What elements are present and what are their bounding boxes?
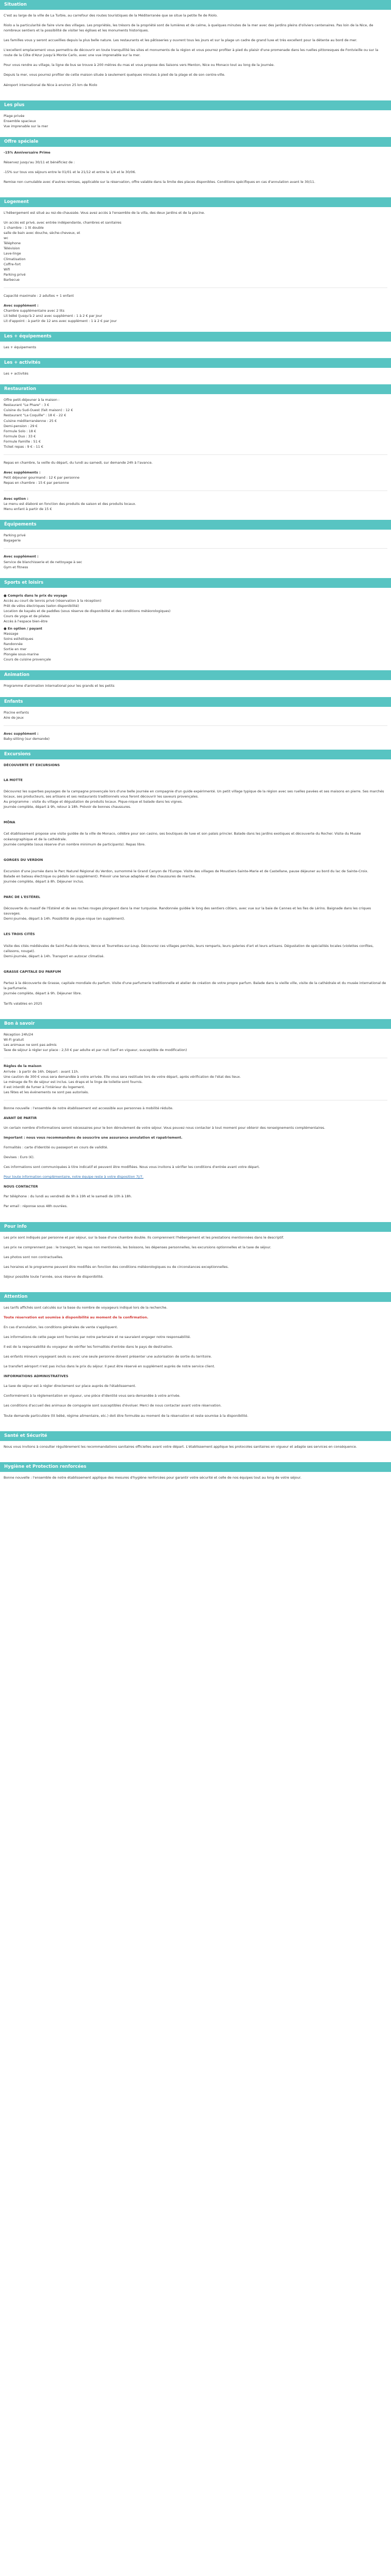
- list-item: Les + activités: [4, 371, 28, 376]
- paragraph: Riolo a la particularité de faire vivre des villages. Les propriétés, les trésors de la propriété sont de lumières et de calme, à quelques minutes de la mer avec des jardins pleins d'oliviers centenaires. Pas loin de la Nice, de nombreux sentiers et la possibilité de visiter les églises et les monuments historiques.: [4, 23, 373, 33]
- paragraph: L'hébergement est situé au rez-de-chaussée. Vous avez accès à l'ensemble de la villa, des deux jardins et de la piscine.: [4, 211, 205, 215]
- list-item: Restaurant "La Coquille" : 18 € - 22 €: [4, 413, 67, 418]
- section-offre: [0, 137, 391, 197]
- list-item: Wifi: [4, 267, 10, 272]
- excursion-item: [4, 852, 387, 884]
- excursion-title: PARC DE L'ESTÉREL: [4, 895, 41, 900]
- offer-line: Remise non cumulable avec d'autres remises, applicable sur la réservation, offre valable dans la limite des places disponibles. Conditions spécifiques en cas d'annulation avant le 30/11.: [4, 179, 316, 184]
- excursion-title: LES TROIS CITÉS: [4, 932, 35, 937]
- paragraph: La taxe de séjour est à régler directement sur place auprès de l'établissement.: [4, 1384, 136, 1388]
- section-sports: [0, 578, 391, 671]
- paragraph: Les prix sont indiqués par personne et par séjour, sur la base d'une chambre double. Ils comprennent l'hébergement et les prestations mentionnées dans le descriptif.: [4, 1235, 284, 1240]
- excursion-desc: Découvrez les superbes paysages de la campagne provençale lors d'une belle journée en compagnie d'un guide expérimenté. Un petit village typique de la région avec ses ruelles pavées et ses maisons en pierre. Ses marchés locaux, ses producteurs, ses artisans et ses restaurants traditionnels vous feront découvrir les saveurs provençales. Au programme : visite du village et dégustation de produits locaux. Pique-nique et balade dans les vignes. Journée complète, départ à 9h, retour à 18h. Prévoir de bonnes chaussures.: [4, 789, 384, 809]
- list-item: Demi-pension : 29 €: [4, 423, 38, 428]
- paragraph: Séjour possible toute l'année, sous réserve de disponibilité.: [4, 1274, 104, 1279]
- subheading: ● Compris dans le prix du voyage: [4, 593, 68, 598]
- offer-line: Réservez jusqu'au 30/11 et bénéficiez de :: [4, 160, 75, 164]
- list-item: Télévision: [4, 246, 20, 251]
- list-item: Les fêtes et les événements ne sont pas autorisés.: [4, 1090, 89, 1094]
- paragraph: Les informations de cette page sont fournies par notre partenaire et ne sauraient engager notre responsabilité.: [4, 1335, 191, 1339]
- excursion-desc: Excursion d'une journée dans le Parc Naturel Régional du Verdon, surnommé le Grand Canyon de l'Europe. Visite des villages de Moustiers-Sainte-Marie et de Castellane, pause déjeuner au bord du lac de Sainte-Croix. Balade en bateau électrique ou pédalo (en supplément). Prévoir une tenue adaptée et des chaussures de marche. Journée complète, départ à 8h. Déjeuner inclus.: [4, 869, 368, 884]
- section-activites-plus: [0, 358, 391, 384]
- subheading: Avec supplément :: [4, 303, 39, 308]
- subheading: Avec suppléments :: [4, 470, 41, 474]
- list-item: Lit bébé (jusqu'à 2 ans) avec supplément : 1 à 2 € par jour: [4, 314, 103, 318]
- paragraph: Depuis la mer, vous pourrez profiter de cette maison située à seulement quelques minutes à pied de la plage et de son centre-ville.: [4, 73, 225, 77]
- list-item: Offre petit-déjeuner à la maison :: [4, 398, 60, 402]
- list-item: Un accès est privé, avec entrée indépendante, chambres et sanitaires: [4, 221, 122, 225]
- list-item: Chambre supplémentaire avec 2 lits: [4, 308, 64, 313]
- list-item: Ticket repas : 9 € - 11 €: [4, 444, 43, 449]
- section-title-bon-a-savoir: Bon à savoir: [0, 1019, 391, 1029]
- list-item: 1 chambre : 1 lit double: [4, 226, 44, 230]
- excursion-desc: Partez à la découverte de Grasse, capitale mondiale du parfum. Visite d'une parfumerie traditionnelle et atelier de création de votre propre parfum. Balade dans la vieille ville, visite de la cathédrale et du musée international de la parfumerie. Journée complète, départ à 9h. Déjeuner libre.: [4, 980, 386, 996]
- section-pour-info: [0, 1222, 391, 1292]
- divider: [4, 287, 387, 288]
- paragraph: Les conditions d'accueil des animaux de compagnie sont susceptibles d'évoluer. Merci de nous contacter avant votre réservation.: [4, 1403, 222, 1408]
- section-plus: [0, 100, 391, 137]
- list-item: salle de bain avec douche, sèche-cheveux, et: [4, 231, 80, 235]
- section-animation: [0, 670, 391, 697]
- excursion-item: [4, 926, 387, 958]
- list-item: Accès à l'espace bien-être: [4, 619, 48, 623]
- list-item: Cours de yoga et de pilates: [4, 614, 50, 618]
- section-title-logement: Logement: [0, 197, 391, 207]
- section-title-sports: Sports et loisirs: [0, 578, 391, 588]
- list-item: wc: [4, 236, 8, 241]
- section-title-attention: Attention: [0, 1292, 391, 1302]
- excursions-lead: DÉCOUVERTE ET EXCURSIONS: [4, 762, 60, 767]
- list-item: Cours de cuisine provençale: [4, 657, 51, 662]
- excursion-desc: Cet établissement propose une visite guidée de la ville de Monaco, célèbre pour son casino, ses boutiques de luxe et son palais princier. Balade dans les jardins exotiques et découverte du Rocher. Visite du Musée océanographique et de la cathédrale. Journée complète (sous réserve d'un nombre minimum de participants). Repas libre.: [4, 832, 361, 846]
- capacity: Capacité maximale : 2 adultes + 1 enfant: [4, 293, 74, 298]
- contact-link[interactable]: Pour toute information complémentaire, notre équipe reste à votre disposition 7j/7.: [4, 1175, 144, 1179]
- section-sante: [0, 1431, 391, 1462]
- section-logement: [0, 197, 391, 332]
- section-title-enfants: Enfants: [0, 697, 391, 707]
- paragraph: L'excellent emplacement vous permettra de découvrir en toute tranquillité les sites et monuments de la région et vous pourrez profiter à pied du plaisir d'une promenade dans les ruelles pittoresques de Fontvieille ou sur la route de la Côte d'Azur jusqu'à Monte Carlo, avec une vue imprenable sur la mer.: [4, 48, 379, 58]
- section-bon-a-savoir: [0, 1019, 391, 1222]
- list-item: Le ménage de fin de séjour est inclus. Les draps et le linge de toilette sont fournis.: [4, 1079, 143, 1084]
- list-item: Téléphone: [4, 241, 21, 246]
- paragraph: Les tarifs affichés sont calculés sur la base du nombre de voyageurs indiqué lors de la recherche.: [4, 1305, 168, 1310]
- section-title-pour-info: Pour info: [0, 1222, 391, 1232]
- section-title-restauration: Restauration: [0, 384, 391, 394]
- list-item: Gym et fitness: [4, 565, 28, 569]
- subheading: NOUS CONTACTER: [4, 1184, 38, 1189]
- list-item: Location de kayaks et de paddles (sous réserve de disponibilité et des conditions météorologiques): [4, 608, 171, 613]
- paragraph: C'est au large de la ville de La Turbie, au carrefour des routes touristiques de la Méditerranée que se situe la petite île de Riolo.: [4, 13, 218, 18]
- paragraph: Par email : réponse sous 48h ouvrées.: [4, 1204, 68, 1209]
- list-item: Massage: [4, 632, 19, 636]
- paragraph: Ces informations sont communiquées à titre indicatif et peuvent être modifiées. Nous vous invitons à vérifier les conditions d'entrée avant votre départ.: [4, 1165, 260, 1170]
- list-item: Arrivée : à partir de 16h. Départ : avant 11h.: [4, 1069, 79, 1074]
- offer-line: -15% sur tous vos séjours entre le 01/01 et le 21/12 et entre le 1/4 et le 30/06.: [4, 170, 136, 174]
- list-item: Ensemble spacieux: [4, 118, 36, 123]
- section-attention: [0, 1292, 391, 1431]
- section-excursions: [0, 750, 391, 1019]
- list-item: Climatisation: [4, 257, 26, 261]
- alert-text: Toute réservation est soumise à disponibilité au moment de la confirmation.: [4, 1315, 149, 1319]
- paragraph: Les photos sont non contractuelles.: [4, 1255, 63, 1259]
- divider: [4, 548, 387, 549]
- list-item: Lit d'appoint : à partir de 12 ans avec supplément : 1 à 2 € par jour: [4, 319, 117, 324]
- list-item: Formule Famille : 51 €: [4, 439, 41, 444]
- list-item: Cuisine du Sud-Ouest (fait maison) : 12 €: [4, 408, 73, 413]
- excursion-item: [4, 815, 387, 846]
- section-title-equip-plus: Les + équipements: [0, 332, 391, 342]
- list-item: Lave-linge: [4, 251, 21, 256]
- paragraph: Les horaires et le programme peuvent être modifiés en fonction des conditions météorologiques ou de circonstances exceptionnelles.: [4, 1264, 229, 1269]
- list-item: Plage privée: [4, 113, 25, 118]
- subheading-text: En option / payant: [7, 626, 42, 631]
- paragraph: Pour vous rendre au village, la ligne de bus se trouve à 200 mètres du mas et vous propose des liaisons vers Menton, Nice ou Monaco tout au long de la journée.: [4, 63, 275, 67]
- section-title-sante: Santé et Sécurité: [0, 1431, 391, 1441]
- section-title-offre: Offre spéciale: [0, 137, 391, 147]
- note: Repas en chambre, la veille du départ, du lundi au samedi, sur demande 24h à l'avance.: [4, 460, 153, 465]
- list-item: Soins esthétiques: [4, 637, 34, 641]
- section-enfants: [0, 697, 391, 750]
- subheading: INFORMATIONS ADMINISTRATIVES: [4, 1374, 69, 1379]
- paragraph: En cas d'annulation, les conditions générales de vente s'appliquent.: [4, 1325, 118, 1329]
- paragraph: Formalités : carte d'identité ou passeport en cours de validité.: [4, 1145, 108, 1150]
- paragraph: Conformément à la réglementation en vigueur, une pièce d'identité vous sera demandée à votre arrivée.: [4, 1394, 181, 1398]
- list-item: Formule Duo : 33 €: [4, 434, 36, 438]
- excursion-title: GRASSE CAPITALE DU PARFUM: [4, 969, 61, 974]
- subheading-text: Compris dans le prix du voyage: [7, 593, 68, 598]
- excursion-item: [4, 772, 387, 809]
- list-item: Service de blanchisserie et de nettoyage à sec: [4, 560, 83, 564]
- divider: [4, 725, 387, 726]
- list-item: Coffre-fort: [4, 262, 21, 266]
- subheading: Avec supplément :: [4, 554, 39, 559]
- excursion-desc: Découverte du massif de l'Estérel et de ses roches rouges plongeant dans la mer turquoise. Randonnée guidée le long des sentiers côtiers, avec vue sur la baie de Cannes et les îles de Lérins. Baignade dans les criques sauvages. Demi-journée, départ à 14h. Possibilité de pique-nique (en supplément).: [4, 906, 371, 921]
- list-item: Petit déjeuner gourmand : 12 € par personne: [4, 476, 80, 480]
- list-item: Il est interdit de fumer à l'intérieur du logement.: [4, 1084, 85, 1089]
- list-item: Prêt de vélos électriques (selon disponibilité): [4, 603, 79, 608]
- list-item: Bagagerie: [4, 538, 21, 543]
- list-item: Wi-Fi gratuit: [4, 1038, 24, 1042]
- paragraph: Les enfants mineurs voyageant seuls ou avec une seule personne doivent présenter une autorisation de sortie du territoire.: [4, 1354, 212, 1359]
- paragraph: Toute demande particulière (lit bébé, régime alimentaire, etc.) doit être formulée au moment de la réservation et reste soumise à la disponibilité.: [4, 1413, 249, 1418]
- list-item: Les + équipements: [4, 345, 37, 350]
- excursion-title: MÔNA: [4, 820, 15, 825]
- subheading: Avec option :: [4, 497, 28, 501]
- list-item: Taxe de séjour à régler sur place : 2,50 € par adulte et par nuit (tarif en vigueur, susceptible de modification): [4, 1048, 187, 1053]
- excursions-footer: Tarifs valables en 2025: [4, 1002, 42, 1006]
- list-item: Repas en chambre : 15 € par personne: [4, 481, 69, 485]
- list-item: Formule Solo : 18 €: [4, 429, 37, 433]
- list-item: Barbecue: [4, 277, 20, 282]
- list-item: Plongée sous-marine: [4, 652, 39, 657]
- divider: [4, 454, 387, 455]
- paragraph: Aéroport international de Nice à environ 25 km de Riolo: [4, 82, 97, 87]
- offer-name: -15% Anniversaire Prime: [4, 150, 51, 155]
- paragraph: Important : nous vous recommandons de souscrire une assurance annulation et rapatriement.: [4, 1136, 183, 1140]
- subheading: Règles de la maison: [4, 1064, 42, 1069]
- section-title-equipements: Équipements: [0, 520, 391, 530]
- list-item: Le menu est élaboré en fonction des produits de saison et des produits locaux.: [4, 502, 136, 506]
- list-item: Programme d'animation international pour les grands et les petits: [4, 684, 115, 688]
- excursion-desc: Visite des cités médiévales de Saint-Paul-de-Vence, Vence et Tourrettes-sur-Loup. Découvrez ces villages perchés, leurs remparts, leurs galeries d'art et leurs artisans. Dégustation de spécialités locales (violettes confites, calissons, nougat). Demi-journée, départ à 14h. Transport en autocar climatisé.: [4, 943, 374, 958]
- list-item: Accès au court de tennis privé (réservation à la réception): [4, 598, 102, 603]
- paragraph: Nous vous invitons à consulter régulièrement les recommandations sanitaires officielles avant votre départ. L'établissement applique les protocoles sanitaires en vigueur et adapte ses services en conséquence.: [4, 1444, 357, 1449]
- section-title-animation: Animation: [0, 670, 391, 680]
- section-title-excursions: Excursions: [0, 750, 391, 759]
- divider: [4, 490, 387, 491]
- list-item: Sortie en mer: [4, 647, 27, 652]
- subheading: Avec supplément :: [4, 731, 39, 736]
- excursion-item: [4, 889, 387, 921]
- list-item: Réception 24h/24: [4, 1032, 34, 1037]
- paragraph: Un certain nombre d'informations seront nécessaires pour le bon déroulement de votre séjour. Vous pouvez nous contacter à tout moment pour obtenir des renseignements complémentaires.: [4, 1125, 325, 1130]
- list-item: Restaurant "Le Phare" : 3 €: [4, 403, 50, 408]
- excursion-title: GORGES DU VERDON: [4, 857, 43, 862]
- list-item: Randonnée: [4, 642, 23, 647]
- list-item: Menu enfant à partir de 15 €: [4, 507, 52, 512]
- list-item: Cuisine méditerranéenne : 25 €: [4, 418, 57, 423]
- section-title-hygiene: Hygiène et Protection renforcées: [0, 1462, 391, 1472]
- section-title-plus: Les plus: [0, 100, 391, 110]
- paragraph: Le transfert aéroport n'est pas inclus dans le prix du séjour. Il peut être réservé en supplément auprès de notre service client.: [4, 1364, 215, 1369]
- paragraph: Par téléphone : du lundi au vendredi de 9h à 19h et le samedi de 10h à 18h.: [4, 1194, 132, 1199]
- section-hygiene: [0, 1462, 391, 1493]
- excursion-item: [4, 964, 387, 996]
- section-title-situation: Situation: [0, 0, 391, 10]
- paragraph: Bonne nouvelle : l'ensemble de notre établissement est accessible aux personnes à mobilité réduite.: [4, 1106, 173, 1110]
- paragraph: Devises : Euro (€).: [4, 1155, 35, 1160]
- section-situation: [0, 0, 391, 100]
- section-title-activites-plus: Les + activités: [0, 358, 391, 368]
- paragraph: Bonne nouvelle : l'ensemble de notre établissement applique des mesures d'hygiène renforcées pour garantir votre sécurité et celle de nos équipes tout au long de votre séjour.: [4, 1475, 302, 1480]
- list-item: Une caution de 300 € vous sera demandée à votre arrivée. Elle vous sera restituée lors de votre départ, après vérification de l'état des lieux.: [4, 1074, 241, 1079]
- list-item: Parking privé: [4, 272, 26, 277]
- list-item: Parking privé: [4, 533, 26, 538]
- list-item: Piscine enfants: [4, 710, 29, 715]
- section-equipements: [0, 520, 391, 578]
- list-item: Baby-sitting (sur demande): [4, 736, 50, 741]
- subheading: ● En option / payant: [4, 626, 42, 631]
- paragraph: Il est de la responsabilité du voyageur de vérifier les formalités d'entrée dans le pays de destination.: [4, 1345, 173, 1349]
- list-item: Vue imprenable sur la mer: [4, 124, 48, 128]
- section-restauration: [0, 384, 391, 520]
- subheading: AVANT DE PARTIR: [4, 1115, 37, 1120]
- list-item: Aire de jeux: [4, 715, 24, 720]
- list-item: Les animaux ne sont pas admis: [4, 1043, 57, 1047]
- paragraph: Les prix ne comprennent pas : le transport, les repas non mentionnés, les boissons, les dépenses personnelles, les excursions optionnelles et la taxe de séjour.: [4, 1245, 271, 1249]
- section-equip-plus: [0, 332, 391, 358]
- excursion-title: LA MOTTE: [4, 777, 23, 782]
- paragraph: Les familles vous y seront accueillies depuis la plus belle nature. Les restaurants et les pâtisseries y ouvrent tous les jours et sur la plage un cadre de grand luxe et très excellent pour la détente au bord de mer.: [4, 38, 357, 43]
